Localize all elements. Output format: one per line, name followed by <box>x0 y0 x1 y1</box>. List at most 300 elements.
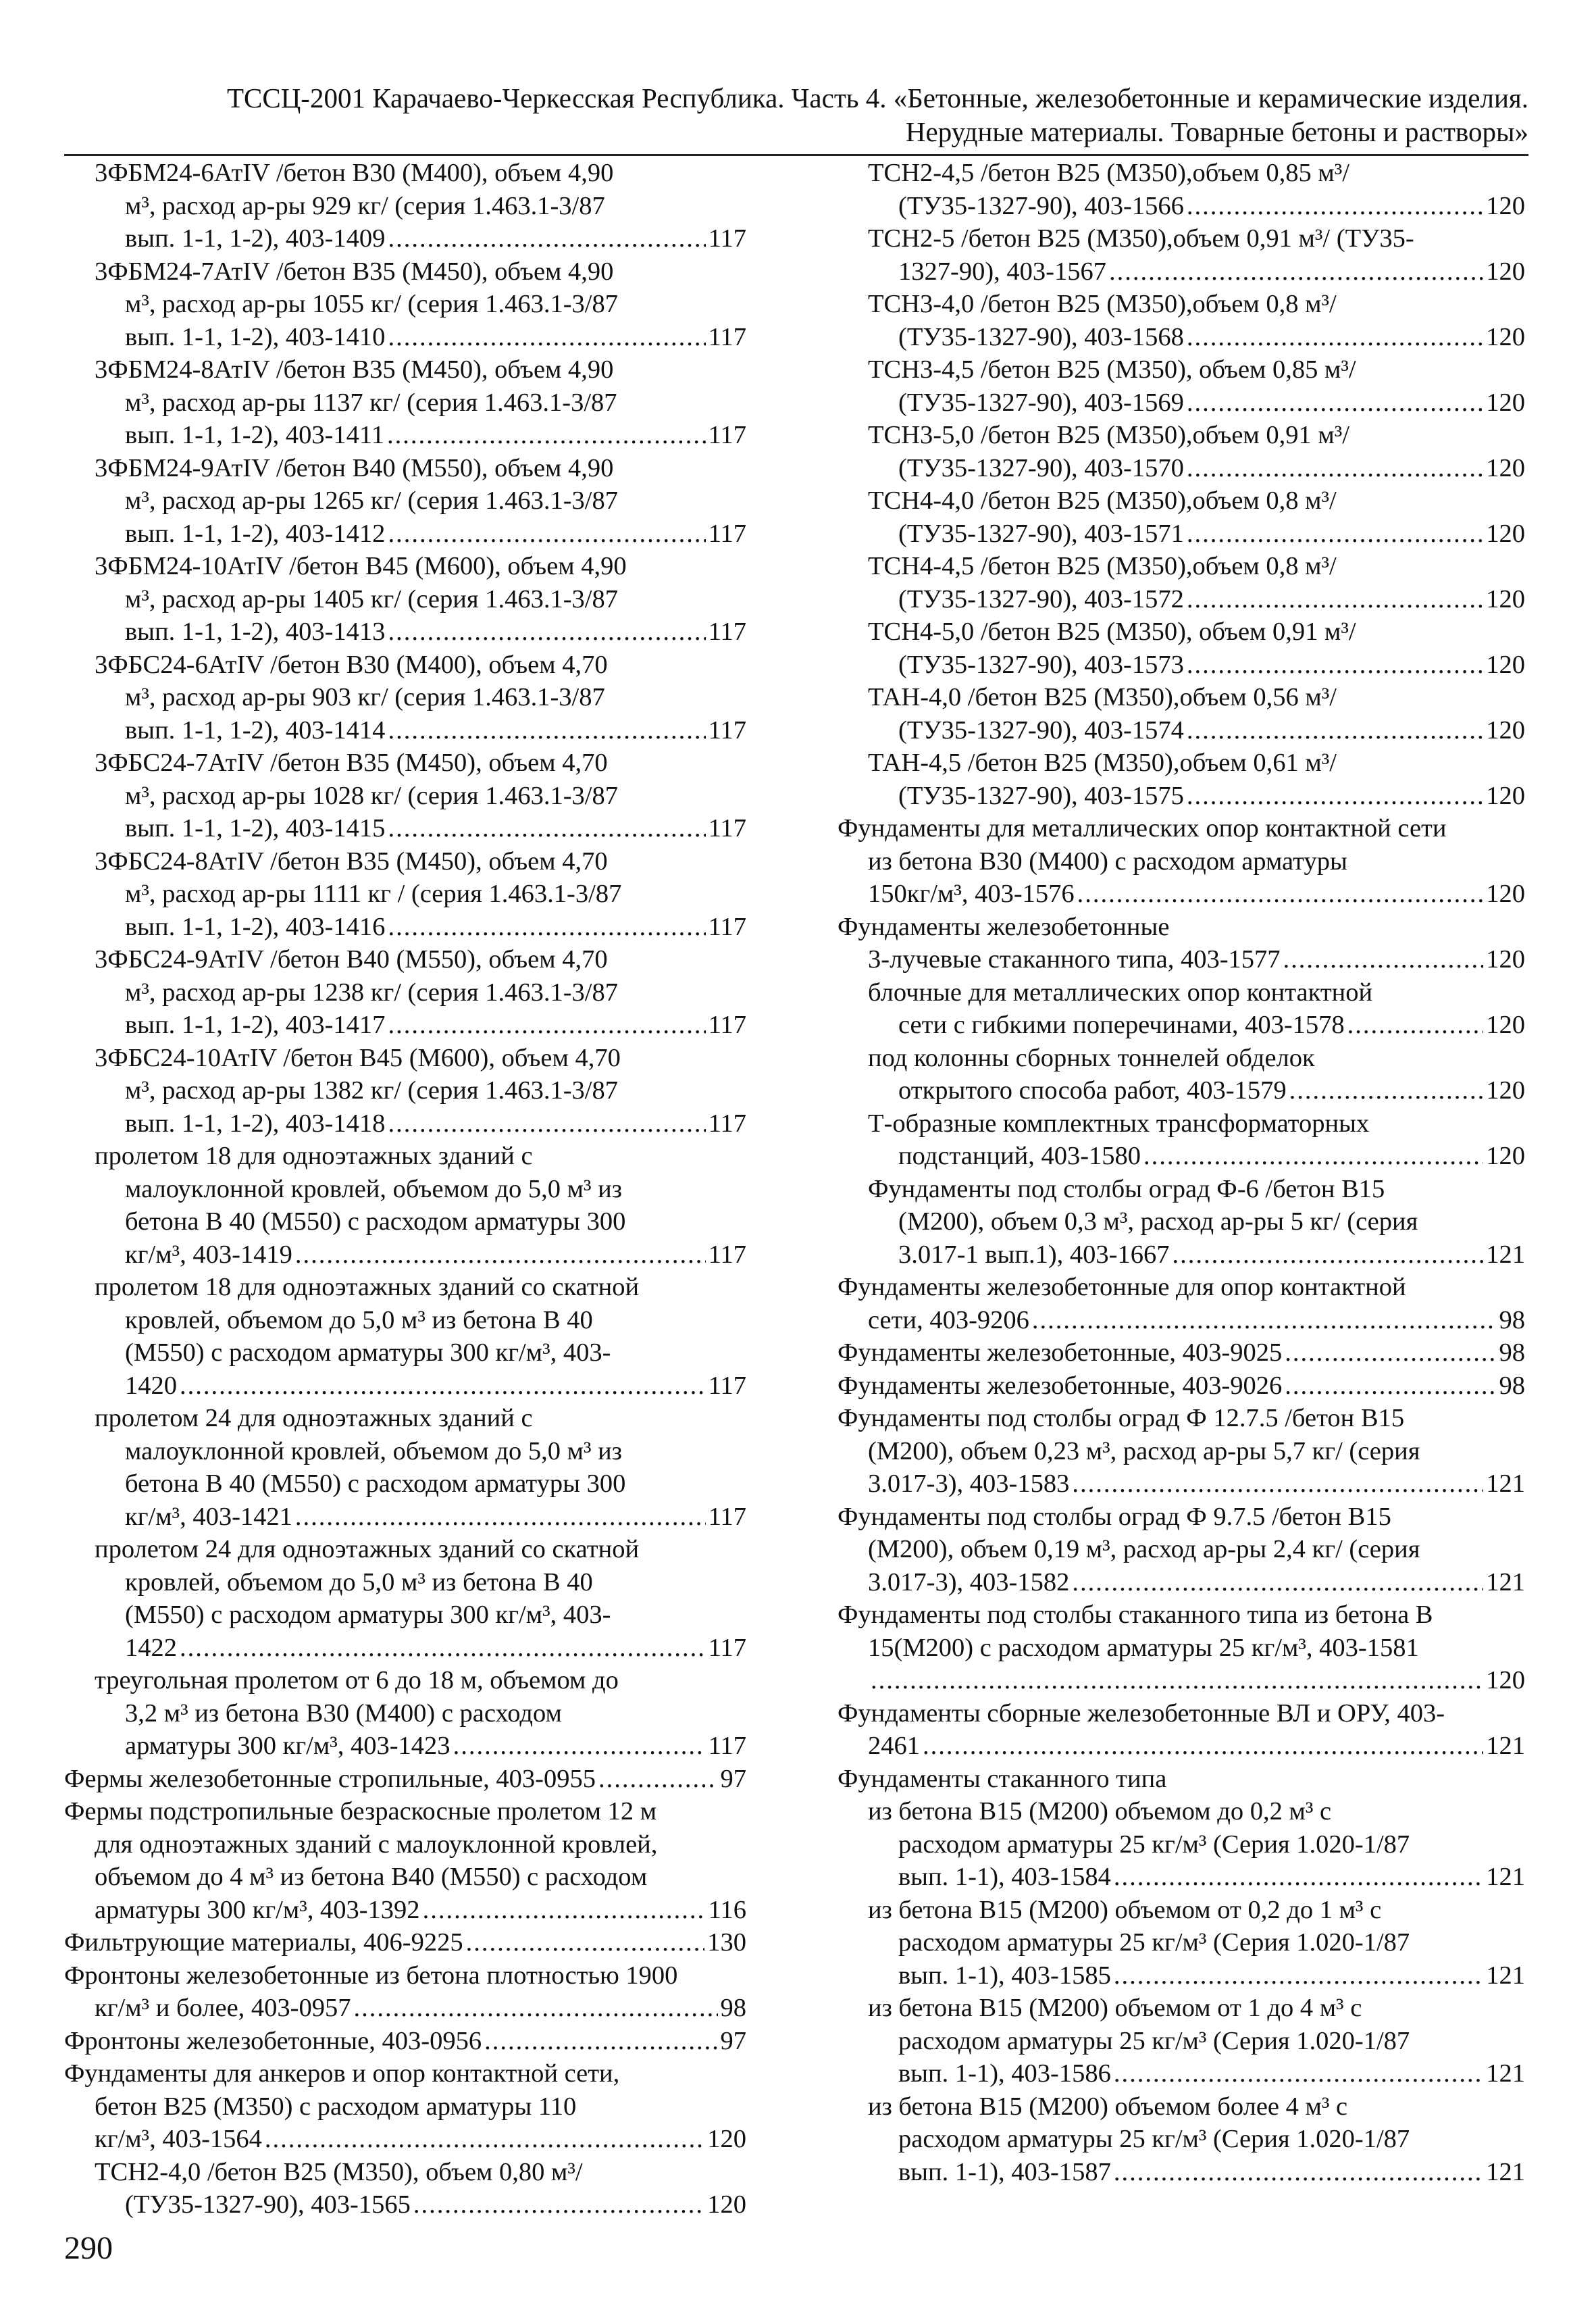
page-reference: 120 <box>1486 453 1525 482</box>
page-reference: 120 <box>1486 880 1525 908</box>
page-reference: 120 <box>1486 584 1525 613</box>
leader-dots <box>295 1238 706 1272</box>
leader-dots <box>265 2123 704 2156</box>
entry-last-line <box>838 1074 1525 1107</box>
entry-text: вып. 1-1, 1-2), 403-1409 <box>125 224 386 253</box>
entry-text-line: кровлей, объемом до 5,0 м³ из бетона В 40 <box>125 1305 593 1334</box>
entry-last-line <box>838 452 1525 485</box>
index-entry <box>838 419 1525 484</box>
entry-text-line: Фундаменты железобетонные <box>838 912 1170 941</box>
leader-dots <box>1173 1238 1484 1272</box>
entry-last-line <box>64 518 746 551</box>
leader-dots <box>484 2025 717 2058</box>
entry-text-line: расходом арматуры 25 кг/м³ (Серия 1.020-1/87 <box>898 1830 1410 1859</box>
entry-last-line <box>64 2188 746 2221</box>
leader-dots <box>1109 255 1483 288</box>
entry-text: сети с гибкими поперечинами, 403-1578 <box>898 1011 1345 1039</box>
entry-text: Фундаменты железобетонные, 403-9025 <box>838 1338 1283 1367</box>
entry-text-line: расходом арматуры 25 кг/м³ (Серия 1.020-1/87 <box>898 2125 1410 2153</box>
entry-last-line <box>838 1566 1525 1599</box>
entry-text-line: 3ФБС24-9АтIV /бетон В40 (М550), объем 4,70 <box>95 945 608 974</box>
leader-dots <box>598 1763 718 1796</box>
leader-dots <box>1114 2156 1483 2189</box>
entry-text-line: м³, расход ар-ры 1111 кг / (серия 1.463.1-3/87 <box>125 880 622 908</box>
entry-text-line: из бетона В30 (М400) с расходом арматуры <box>868 847 1347 876</box>
entry-text-line: пролетом 24 для одноэтажных зданий со скатной <box>95 1535 640 1563</box>
leader-dots <box>453 1730 706 1763</box>
leader-dots <box>1114 2057 1483 2090</box>
page-reference: 120 <box>1486 1076 1525 1105</box>
index-entry <box>838 1992 1525 2090</box>
entry-text: (ТУ35-1327-90), 403-1575 <box>898 781 1184 810</box>
page-reference: 117 <box>708 814 746 842</box>
entry-text: 3.017-3), 403-1582 <box>868 1567 1070 1596</box>
entry-text-line: м³, расход ар-ры 1055 кг/ (серия 1.463.1-3/87 <box>125 290 618 318</box>
leader-dots <box>1187 386 1483 420</box>
entry-last-line <box>64 714 746 747</box>
entry-last-line <box>838 714 1525 747</box>
running-header <box>64 81 1528 149</box>
index-entry <box>64 2025 746 2058</box>
page-reference: 120 <box>1486 650 1525 679</box>
index-entry <box>838 484 1525 550</box>
index-entry <box>838 1599 1525 1697</box>
leader-dots <box>1187 190 1483 223</box>
index-entry <box>838 353 1525 419</box>
entry-last-line <box>64 2123 746 2156</box>
entry-text-line: 3ФБМ24-10АтIV /бетон В45 (М600), объем 4,90 <box>95 552 627 580</box>
entry-text: вып. 1-1, 1-2), 403-1410 <box>125 322 386 351</box>
entry-text-line: из бетона В15 (М200) объемом до 0,2 м³ с <box>868 1797 1332 1826</box>
entry-last-line <box>64 1009 746 1042</box>
entry-text-line: малоуклонной кровлей, объемом до 5,0 м³ из <box>125 1436 622 1465</box>
entry-text-line: из бетона В15 (М200) объемом более 4 м³ с <box>868 2092 1348 2121</box>
entry-text: вып. 1-1), 403-1584 <box>898 1863 1111 1891</box>
entry-text-line: малоуклонной кровлей, объемом до 5,0 м³ из <box>125 1174 622 1203</box>
entry-last-line <box>64 911 746 944</box>
leader-dots <box>1143 1140 1483 1173</box>
entry-text: сети, 403-9206 <box>868 1305 1029 1334</box>
entry-last-line <box>838 518 1525 551</box>
entry-text-line: (М200), объем 0,3 м³, расход ар-ры 5 кг/ (серия <box>898 1207 1418 1236</box>
page-reference: 98 <box>1499 1305 1525 1334</box>
entry-last-line <box>64 222 746 255</box>
leader-dots <box>1114 1959 1483 1992</box>
entry-last-line <box>64 1763 746 1796</box>
entry-text-line: м³, расход ар-ры 1137 кг/ (серия 1.463.1-3/87 <box>125 388 617 417</box>
entry-text-line: Фундаменты под столбы оград Ф-6 /бетон В15 <box>868 1174 1385 1203</box>
header-line-1: ТССЦ-2001 Карачаево-Черкесская Республика. Часть 4. «Бетонные, железобетонные и керамические изделия. <box>226 82 1528 114</box>
entry-text: кг/м³, 403-1421 <box>125 1502 292 1531</box>
entry-last-line <box>838 649 1525 682</box>
entry-last-line <box>838 1861 1525 1894</box>
page-reference: 117 <box>708 519 746 548</box>
index-entry <box>64 1959 746 2025</box>
entry-text: вып. 1-1, 1-2), 403-1413 <box>125 618 386 646</box>
entry-text-line: ТАН-4,0 /бетон В25 (М350),объем 0,56 м³/ <box>868 683 1337 711</box>
entry-text-line: 3ФБС24-6АтIV /бетон В30 (М400), объем 4,70 <box>95 650 608 679</box>
entry-text-line: объемом до 4 м³ из бетона В40 (М550) с расходом <box>95 1863 648 1891</box>
entry-text: вып. 1-1, 1-2), 403-1414 <box>125 715 386 745</box>
leader-dots <box>387 419 706 452</box>
entry-last-line <box>838 1238 1525 1272</box>
leader-dots <box>1072 1467 1483 1501</box>
entry-last-line <box>64 1730 746 1763</box>
entry-last-line <box>838 255 1525 288</box>
index-entry <box>838 911 1525 944</box>
leader-dots <box>1032 1304 1497 1337</box>
entry-text-line: пролетом 18 для одноэтажных зданий со скатной <box>95 1273 640 1301</box>
entry-text-line: м³, расход ар-ры 1382 кг/ (серия 1.463.1-3/87 <box>125 1076 618 1105</box>
index-entry <box>838 1894 1525 1992</box>
entry-last-line <box>838 1369 1525 1403</box>
leader-dots <box>180 1369 706 1403</box>
entry-text-line: Фундаменты для металлических опор контактной сети <box>838 814 1447 842</box>
page-reference: 98 <box>720 1994 746 2022</box>
page-reference: 117 <box>708 912 746 941</box>
leader-dots <box>1285 1336 1496 1369</box>
entry-text-line: (М200), объем 0,23 м³, расход ар-ры 5,7 кг/ (серия <box>868 1436 1420 1465</box>
page-reference: 120 <box>1486 1142 1525 1170</box>
page-reference: 121 <box>1486 1240 1525 1269</box>
leader-dots <box>1187 780 1483 813</box>
entry-text-line: Фундаменты стаканного типа <box>838 1764 1167 1793</box>
index-entry <box>838 1501 1525 1599</box>
page-reference: 117 <box>708 1011 746 1039</box>
index-entry <box>64 845 746 944</box>
entry-text: (ТУ35-1327-90), 403-1571 <box>898 519 1184 548</box>
entry-last-line <box>64 1992 746 2025</box>
page-reference: 120 <box>1486 945 1525 974</box>
entry-text-line: м³, расход ар-ры 903 кг/ (серия 1.463.1-3/87 <box>125 683 605 711</box>
entry-text: 150кг/м³, 403-1576 <box>868 880 1075 908</box>
page-reference: 120 <box>1486 388 1525 417</box>
entry-last-line <box>64 1107 746 1140</box>
leader-dots <box>1347 1009 1484 1042</box>
entry-text-line: 3ФБМ24-6АтIV /бетон В30 (М400), объем 4,90 <box>95 159 614 187</box>
entry-text: 2461 <box>868 1732 920 1760</box>
entry-text-line: м³, расход ар-ры 929 кг/ (серия 1.463.1-3/87 <box>125 191 605 220</box>
entry-text: вып. 1-1), 403-1586 <box>898 2059 1111 2088</box>
entry-text: вып. 1-1, 1-2), 403-1418 <box>125 1109 386 1138</box>
entry-text: вып. 1-1, 1-2), 403-1417 <box>125 1011 386 1039</box>
index-entry <box>64 1926 746 1959</box>
page-reference: 117 <box>708 421 746 449</box>
entry-last-line <box>838 2156 1525 2189</box>
entry-text-line: бетона В 40 (М550) с расходом арматуры 300 <box>125 1469 626 1498</box>
index-entry <box>838 1763 1525 1796</box>
entry-text-line: м³, расход ар-ры 1265 кг/ (серия 1.463.1-3/87 <box>125 486 618 515</box>
entry-text-line: ТСН2-4,5 /бетон В25 (М350),объем 0,85 м³/ <box>868 159 1350 187</box>
index-entry <box>64 1402 746 1533</box>
entry-text: (ТУ35-1327-90), 403-1574 <box>898 715 1184 745</box>
header-rule <box>64 154 1528 156</box>
entry-text-line: ТСН3-4,5 /бетон В25 (М350), объем 0,85 м³/ <box>868 355 1356 384</box>
index-entry <box>64 1140 746 1271</box>
leader-dots <box>1187 452 1483 485</box>
leader-dots <box>923 1730 1483 1763</box>
leader-dots <box>354 1992 718 2025</box>
entry-text-line: Фундаменты под столбы оград Ф 12.7.5 /бетон В15 <box>838 1404 1405 1432</box>
index-entry <box>64 2057 746 2156</box>
leader-dots <box>388 1107 705 1140</box>
entry-text-line: (М550) с расходом арматуры 300 кг/м³, 403- <box>125 1601 611 1629</box>
entry-last-line <box>64 1238 746 1272</box>
entry-last-line <box>838 1730 1525 1763</box>
entry-text: (ТУ35-1327-90), 403-1566 <box>898 191 1184 220</box>
entry-last-line <box>64 1632 746 1665</box>
index-entry <box>838 550 1525 615</box>
page-reference: 121 <box>1486 1567 1525 1596</box>
entry-text: (ТУ35-1327-90), 403-1572 <box>898 584 1184 613</box>
entry-text: 1422 <box>125 1633 177 1662</box>
entry-text-line: пролетом 18 для одноэтажных зданий с <box>95 1142 533 1170</box>
entry-text: вып. 1-1), 403-1585 <box>898 1961 1111 1990</box>
entry-text-line: из бетона В15 (М200) объемом от 1 до 4 м³ с <box>868 1994 1362 2022</box>
entry-text: кг/м³ и более, 403-0957 <box>95 1994 351 2022</box>
entry-last-line <box>838 1336 1525 1369</box>
entry-text-line: бетона В 40 (М550) с расходом арматуры 300 <box>125 1207 626 1236</box>
index-entry <box>64 1042 746 1140</box>
entry-last-line <box>838 386 1525 420</box>
page-reference: 121 <box>1486 2059 1525 2088</box>
entry-last-line <box>64 2025 746 2058</box>
entry-last-line <box>838 780 1525 813</box>
entry-text-line: м³, расход ар-ры 1405 кг/ (серия 1.463.1-3/87 <box>125 584 618 613</box>
leader-dots <box>1187 714 1483 747</box>
entry-text-line: (М550) с расходом арматуры 300 кг/м³, 403- <box>125 1338 611 1367</box>
index-entry <box>838 222 1525 288</box>
page-reference: 117 <box>708 1502 746 1531</box>
entry-text: Фундаменты железобетонные, 403-9026 <box>838 1371 1283 1400</box>
index-entry <box>838 1369 1525 1403</box>
entry-text-line: Фронтоны железобетонные из бетона плотностью 1900 <box>64 1961 678 1990</box>
entry-text: Фильтрующие материалы, 406-9225 <box>64 1928 463 1957</box>
index-column-left <box>64 157 746 2221</box>
index-entry <box>64 1664 746 1763</box>
entry-last-line <box>64 419 746 452</box>
index-entry <box>838 1042 1525 1107</box>
page-reference: 117 <box>708 715 746 745</box>
entry-text-line: ТСН2-5 /бетон В25 (М350),объем 0,91 м³/ (ТУ35- <box>868 224 1414 253</box>
leader-dots <box>871 1664 1483 1697</box>
page-reference: 121 <box>1486 1961 1525 1990</box>
leader-dots <box>388 1009 705 1042</box>
leader-dots <box>423 1894 706 1927</box>
index-entry <box>838 1336 1525 1369</box>
entry-text: 1420 <box>125 1371 177 1400</box>
entry-text: (ТУ35-1327-90), 403-1565 <box>125 2190 411 2219</box>
entry-text: (ТУ35-1327-90), 403-1568 <box>898 322 1184 351</box>
entry-text: вып. 1-1), 403-1587 <box>898 2157 1111 2186</box>
entry-last-line <box>64 1926 746 1959</box>
entry-last-line <box>64 615 746 649</box>
index-entry <box>838 976 1525 1042</box>
entry-text-line: 3ФБС24-7АтIV /бетон В35 (М450), объем 4,70 <box>95 749 608 777</box>
entry-text-line: пролетом 24 для одноэтажных зданий с <box>95 1404 533 1432</box>
page-reference: 120 <box>707 2125 746 2153</box>
index-entry <box>838 1795 1525 1894</box>
leader-dots <box>388 321 705 354</box>
index-entry <box>64 943 746 1042</box>
entry-text-line: ТСН4-4,0 /бетон В25 (М350),объем 0,8 м³/ <box>868 486 1337 515</box>
entry-text: вып. 1-1, 1-2), 403-1415 <box>125 814 386 842</box>
entry-last-line <box>64 1501 746 1534</box>
entry-text: арматуры 300 кг/м³, 403-1392 <box>95 1895 420 1924</box>
page-reference: 120 <box>1486 715 1525 745</box>
entry-text-line: 3ФБМ24-7АтIV /бетон В35 (М450), объем 4,90 <box>95 257 614 286</box>
entry-text: (ТУ35-1327-90), 403-1569 <box>898 388 1184 417</box>
index-entry <box>64 157 746 255</box>
entry-text: (ТУ35-1327-90), 403-1570 <box>898 453 1184 482</box>
page-reference: 117 <box>708 1240 746 1269</box>
entry-last-line <box>838 878 1525 911</box>
entry-text-line: расходом арматуры 25 кг/м³ (Серия 1.020-1/87 <box>898 2026 1410 2055</box>
entry-text: кг/м³, 403-1419 <box>125 1240 292 1269</box>
entry-text: (ТУ35-1327-90), 403-1573 <box>898 650 1184 679</box>
leader-dots <box>1077 878 1484 911</box>
leader-dots <box>1187 321 1483 354</box>
leader-dots <box>388 812 705 845</box>
page-reference: 120 <box>1486 322 1525 351</box>
page-reference: 117 <box>708 1633 746 1662</box>
entry-text-line: 3ФБМ24-9АтIV /бетон В40 (М550), объем 4,90 <box>95 453 614 482</box>
leader-dots <box>388 714 705 747</box>
index-entry <box>838 681 1525 747</box>
index-entry <box>64 452 746 551</box>
index-entry <box>64 1795 746 1926</box>
entry-last-line <box>838 583 1525 616</box>
leader-dots <box>1114 1861 1483 1894</box>
index-entry <box>64 1533 746 1664</box>
entry-last-line <box>64 1369 746 1403</box>
page-reference: 120 <box>1486 1666 1525 1694</box>
leader-dots <box>388 615 705 649</box>
entry-text-line: Фундаменты под столбы оград Ф 9.7.5 /бетон В15 <box>838 1502 1391 1531</box>
entry-text: открытого способа работ, 403-1579 <box>898 1076 1287 1105</box>
page-reference: 117 <box>708 618 746 646</box>
entry-text-line: бетон В25 (М350) с расходом арматуры 110 <box>95 2092 577 2121</box>
entry-text-line: ТСН4-5,0 /бетон В25 (М350), объем 0,91 м³/ <box>868 618 1356 646</box>
entry-text-line: из бетона В15 (М200) объемом от 0,2 до 1 м³ с <box>868 1895 1382 1924</box>
entry-last-line <box>838 190 1525 223</box>
page-reference: 120 <box>1486 519 1525 548</box>
index-entry <box>838 1402 1525 1501</box>
entry-text: подстанций, 403-1580 <box>898 1142 1141 1170</box>
entry-last-line <box>838 1304 1525 1337</box>
entry-last-line <box>838 321 1525 354</box>
page-reference: 120 <box>1486 191 1525 220</box>
leader-dots <box>413 2188 704 2221</box>
page-reference: 120 <box>1486 1011 1525 1039</box>
entry-text-line: 3ФБС24-10АтIV /бетон В45 (М600), объем 4,70 <box>95 1043 621 1072</box>
entry-text: Фронтоны железобетонные, 403-0956 <box>64 2026 482 2055</box>
entry-text: Фермы железобетонные стропильные, 403-0955 <box>64 1764 596 1793</box>
index-entry <box>838 747 1525 812</box>
leader-dots <box>1187 518 1483 551</box>
entry-text-line: м³, расход ар-ры 1028 кг/ (серия 1.463.1-3/87 <box>125 781 618 810</box>
page-reference: 98 <box>1499 1371 1525 1400</box>
page-reference: 120 <box>1486 257 1525 286</box>
leader-dots <box>1289 1074 1484 1107</box>
index-entry <box>838 812 1525 911</box>
entry-text: вып. 1-1, 1-2), 403-1412 <box>125 519 386 548</box>
entry-last-line <box>838 1140 1525 1173</box>
entry-text-line: 3,2 м³ из бетона В30 (М400) с расходом <box>125 1699 562 1728</box>
page-reference: 117 <box>708 1371 746 1400</box>
entry-text-line: м³, расход ар-ры 1238 кг/ (серия 1.463.1-3/87 <box>125 978 618 1007</box>
entry-last-line <box>838 1467 1525 1501</box>
page-number: 290 <box>64 2230 113 2266</box>
entry-text-line: 3ФБМ24-8АтIV /бетон В35 (М450), объем 4,90 <box>95 355 614 384</box>
entry-text-line: Фундаменты под столбы стаканного типа из бетона В <box>838 1601 1433 1629</box>
page-reference: 121 <box>1486 1732 1525 1760</box>
leader-dots <box>180 1632 706 1665</box>
page-reference: 117 <box>708 1109 746 1138</box>
leader-dots <box>1072 1566 1483 1599</box>
entry-text-line: ТСН4-4,5 /бетон В25 (М350),объем 0,8 м³/ <box>868 552 1337 580</box>
page-reference: 130 <box>707 1928 746 1957</box>
entry-last-line <box>64 321 746 354</box>
leader-dots <box>1285 1369 1496 1403</box>
leader-dots <box>466 1926 705 1959</box>
leader-dots <box>388 911 705 944</box>
page-reference: 117 <box>708 1732 746 1760</box>
entry-text-line: ТСН3-5,0 /бетон В25 (М350),объем 0,91 м³/ <box>868 421 1350 449</box>
entry-text: вып. 1-1, 1-2), 403-1411 <box>125 421 385 449</box>
index-column-right <box>838 157 1525 2188</box>
entry-last-line <box>64 812 746 845</box>
page-reference: 97 <box>720 2026 746 2055</box>
page-reference: 97 <box>720 1764 746 1793</box>
index-entry <box>838 1697 1525 1763</box>
entry-text: 3-лучевые стаканного типа, 403-1577 <box>868 945 1281 974</box>
entry-text: 3.017-3), 403-1583 <box>868 1469 1070 1498</box>
entry-text-line: 15(М200) с расходом арматуры 25 кг/м³, 403-1581 <box>868 1633 1419 1662</box>
entry-text-line: под колонны сборных тоннелей обделок <box>868 1043 1315 1072</box>
entry-text: вып. 1-1, 1-2), 403-1416 <box>125 912 386 941</box>
index-entry <box>838 943 1525 976</box>
page-reference: 117 <box>708 322 746 351</box>
header-line-2: Нерудные материалы. Товарные бетоны и растворы» <box>905 116 1528 147</box>
page-reference: 117 <box>708 224 746 253</box>
page-reference: 120 <box>707 2190 746 2219</box>
leader-dots <box>388 222 705 255</box>
index-entry <box>64 550 746 649</box>
entry-last-line <box>838 943 1525 976</box>
entry-text-line: Фермы подстропильные безраскосные пролетом 12 м <box>64 1797 657 1826</box>
index-entry <box>838 2090 1525 2189</box>
entry-last-line <box>838 1959 1525 1992</box>
entry-text-line: кровлей, объемом до 5,0 м³ из бетона В 40 <box>125 1567 593 1596</box>
entry-text: 3.017-1 вып.1), 403-1667 <box>898 1240 1170 1269</box>
entry-last-line <box>838 2057 1525 2090</box>
entry-text: 1327-90), 403-1567 <box>898 257 1106 286</box>
entry-text-line: Фундаменты для анкеров и опор контактной сети, <box>64 2059 620 2088</box>
entry-text-line: расходом арматуры 25 кг/м³ (Серия 1.020-1/87 <box>898 1928 1410 1957</box>
index-entry <box>64 747 746 845</box>
entry-text-line: ТСН3-4,0 /бетон В25 (М350),объем 0,8 м³/ <box>868 290 1337 318</box>
entry-text-line: 3ФБС24-8АтIV /бетон В35 (М450), объем 4,70 <box>95 847 608 876</box>
entry-text-line: (М200), объем 0,19 м³, расход ар-ры 2,4 кг/ (серия <box>868 1535 1420 1563</box>
page-reference: 120 <box>1486 781 1525 810</box>
index-entry <box>64 649 746 747</box>
entry-text-line: для одноэтажных зданий с малоуклонной кровлей, <box>95 1830 658 1859</box>
leader-dots <box>1187 649 1483 682</box>
index-entry <box>838 157 1525 222</box>
page-reference: 98 <box>1499 1338 1525 1367</box>
entry-text-line: Фундаменты сборные железобетонные ВЛ и ОРУ, 403- <box>838 1699 1445 1728</box>
